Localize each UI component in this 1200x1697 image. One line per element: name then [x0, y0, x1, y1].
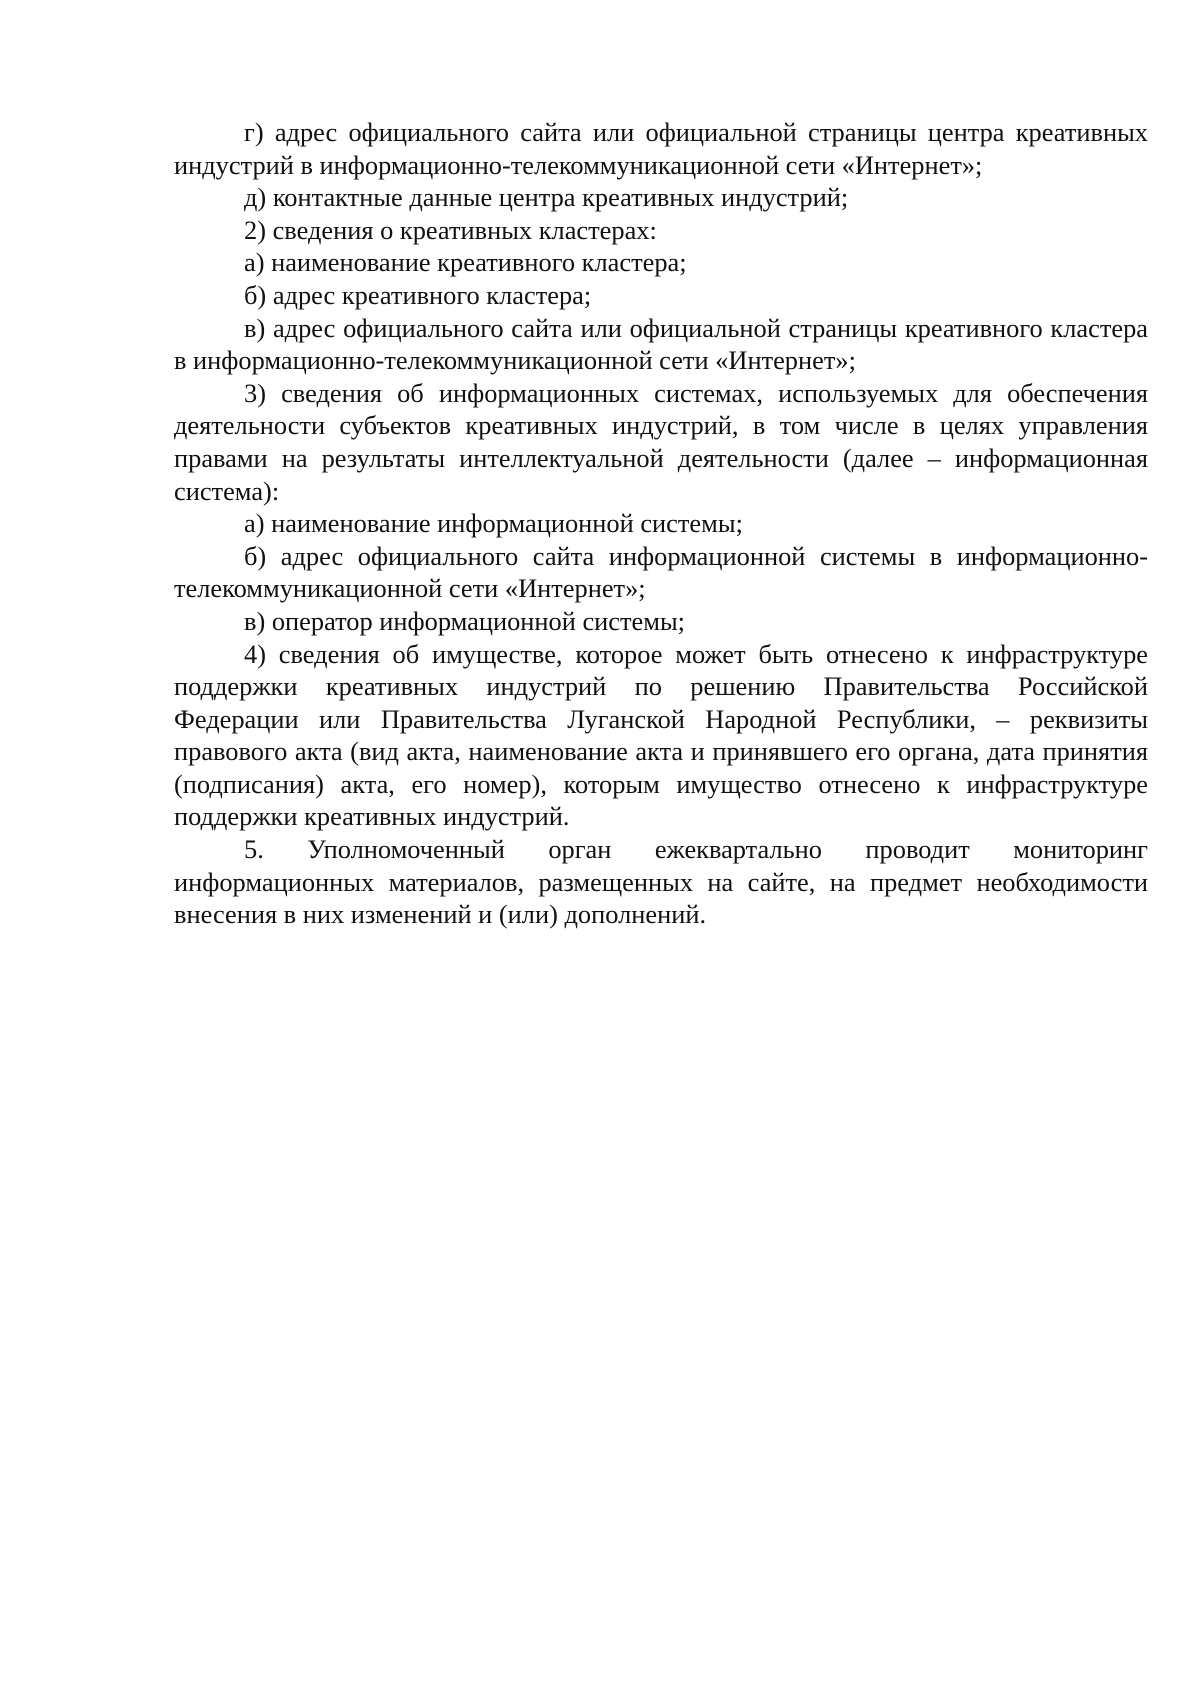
paragraph-section-4-property: 4) сведения об имуществе, которое может быть отнесено к инфраструктуре поддержки креативных индустрий по решению Правительства Российской Федерации или Правительства Луганской Народной Республики, – реквизиты правового акта (вид акта, наименование акта и принявшего его органа, дата принятия (подписания) акта, его номер), которым имущество отнесено к инфраструктуре поддержки креативных индустрий.: [174, 638, 1148, 832]
paragraph-item-d-contacts: д) контактные данные центра креативных индустрий;: [244, 182, 849, 213]
paragraph-item-b-system-website: б) адрес официального сайта информационной системы в информационно-телекоммуникационной сети «Интернет»;: [174, 540, 1148, 604]
paragraph-item-v-cluster-website: в) адрес официального сайта или официальной страницы креативного кластера в информационно-телекоммуникационной сети «Интернет»;: [174, 312, 1148, 376]
paragraph-section-3-info-systems: 3) сведения об информационных системах, используемых для обеспечения деятельности субъектов креативных индустрий, в том числе в целях управления правами на результаты интеллектуальной деятельности (далее – информационная система):: [174, 377, 1148, 506]
paragraph-clause-5-monitoring: 5. Уполномоченный орган ежеквартально проводит мониторинг информационных материалов, размещенных на сайте, на предмет необходимости внесения в них изменений и (или) дополнений.: [174, 834, 1148, 930]
paragraph-item-a-cluster-name: а) наименование креативного кластера;: [244, 247, 687, 278]
paragraph-item-b-cluster-address: б) адрес креативного кластера;: [244, 279, 592, 310]
paragraph-item-g-website: г) адрес официального сайта или официальной страницы центра креативных индустрий в информационно-телекоммуникационной сети «Интернет»;: [174, 117, 1148, 180]
paragraph-section-2-clusters: 2) сведения о креативных кластерах:: [244, 214, 657, 245]
document-body: [174, 116, 1148, 931]
paragraph-item-v-system-operator: в) оператор информационной системы;: [244, 605, 686, 636]
paragraph-item-a-system-name: а) наименование информационной системы;: [244, 508, 743, 539]
